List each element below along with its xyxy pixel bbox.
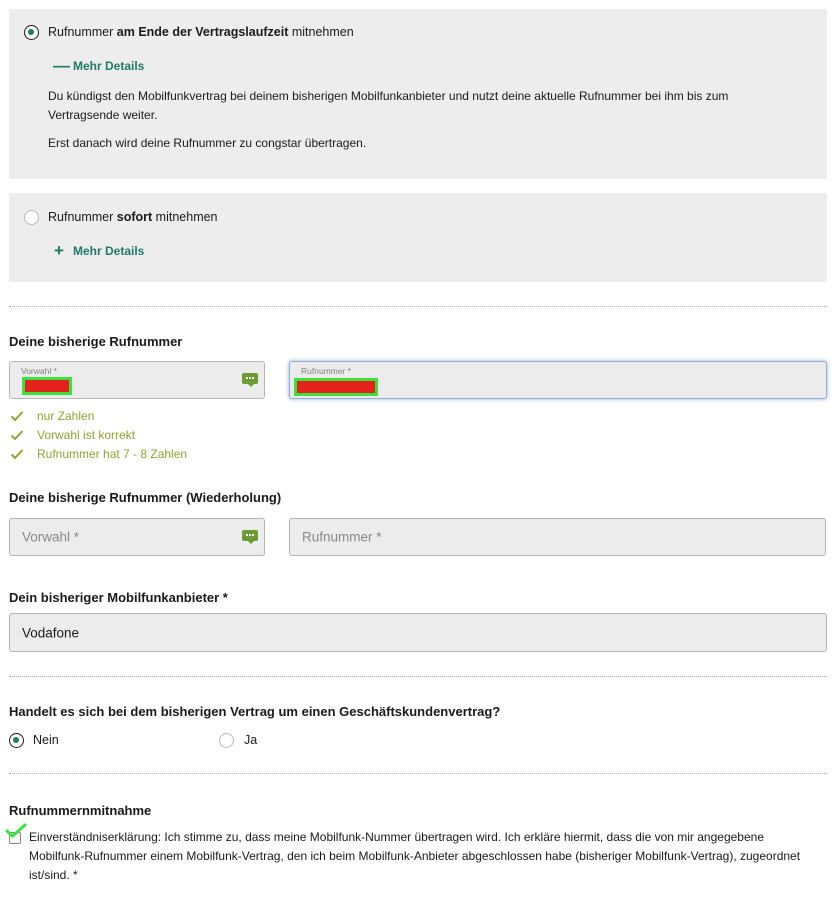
check-icon [10,428,24,442]
business-no-radio[interactable] [9,733,24,748]
redacted-prefix-value [22,377,72,395]
option-end-label[interactable] [48,25,354,39]
option-end-details-toggle[interactable] [53,56,145,75]
option-now-radio[interactable] [24,210,39,225]
number-section-title: Deine bisherige Rufnummer [9,334,183,349]
option-now-details-label: Mehr Details [73,244,145,258]
divider [9,676,827,677]
hint-digits-only-text: nur Zahlen [37,409,95,423]
option-end-details-text-1: Du kündigst den Mobilfunkvertrag bei deinem bisherigen Mobilfunkanbieter und nutzt deine aktuelle Rufnummer bei ihm bis zum Vertragsende weiter. [48,89,729,122]
plus-icon: + [54,241,64,260]
option-now-panel [9,193,827,282]
option-now-label-pre: Rufnummer [48,210,117,224]
option-end-details-text-2: Erst danach wird deine Rufnummer zu congstar übertragen. [48,136,367,150]
business-yes-radio[interactable] [219,733,234,748]
business-no-label[interactable]: Nein [33,733,59,747]
number-input-label: Rufnummer * [301,366,352,376]
option-now-label[interactable] [48,210,218,224]
check-annotation-icon [5,823,27,839]
repeat-prefix-input[interactable] [9,518,265,556]
business-section-title: Handelt es sich bei dem bisherigen Vertrag um einen Geschäftskundenvertrag? [9,704,501,719]
hint-prefix-correct-text: Vorwahl ist korrekt [37,428,136,442]
option-end-label-bold: am Ende der Vertragslaufzeit [116,25,289,39]
provider-select-value: Vodafone [22,625,80,640]
hint-digits-only [10,409,94,423]
repeat-number-input[interactable] [289,518,826,556]
business-yes-label[interactable]: Ja [244,733,258,747]
redacted-number-value [294,378,378,396]
prefix-input-label: Vorwahl * [21,366,57,376]
divider [9,306,827,307]
keyboard-icon[interactable] [242,530,258,541]
check-icon [10,409,24,423]
repeat-number-placeholder: Rufnummer * [302,529,382,545]
option-end-radio[interactable] [24,25,39,40]
option-end-label-pre: Rufnummer [48,25,117,39]
provider-section-title: Dein bisheriger Mobilfunkanbieter * [9,590,228,605]
porting-section-title: Rufnummernmitnahme [9,803,152,818]
keyboard-icon[interactable] [242,373,258,384]
prefix-input[interactable] [9,361,265,399]
option-end-label-post: mitnehmen [288,25,354,39]
hint-prefix-correct [10,428,135,442]
repeat-section-title: Deine bisherige Rufnummer (Wiederholung) [9,490,282,505]
option-end-details-label: Mehr Details [73,59,145,73]
consent-text[interactable]: Einverständniserklärung: Ich stimme zu, dass meine Mobilfunk-Nummer übertragen wird. Ich erkläre hiermit, dass die von mir angegebene Mobilfunk-Rufnummer einem Mobilfunk-Vertrag, den ich beim Mobilfunk-Anbieter abgeschlossen habe (bisheriger Mobilfunk-Vertrag), zugeordnet ist/sind. * [29,830,801,882]
divider [9,773,827,774]
number-input[interactable] [289,361,827,399]
repeat-prefix-placeholder: Vorwahl * [22,529,80,545]
minus-icon: — [53,56,70,75]
option-now-label-post: mitnehmen [152,210,218,224]
option-now-details-toggle[interactable] [53,241,145,260]
check-icon [10,447,24,461]
option-now-label-bold: sofort [116,210,153,224]
provider-select[interactable] [9,613,827,652]
hint-number-length-text: Rufnummer hat 7 - 8 Zahlen [37,447,188,461]
hint-number-length [10,447,187,461]
